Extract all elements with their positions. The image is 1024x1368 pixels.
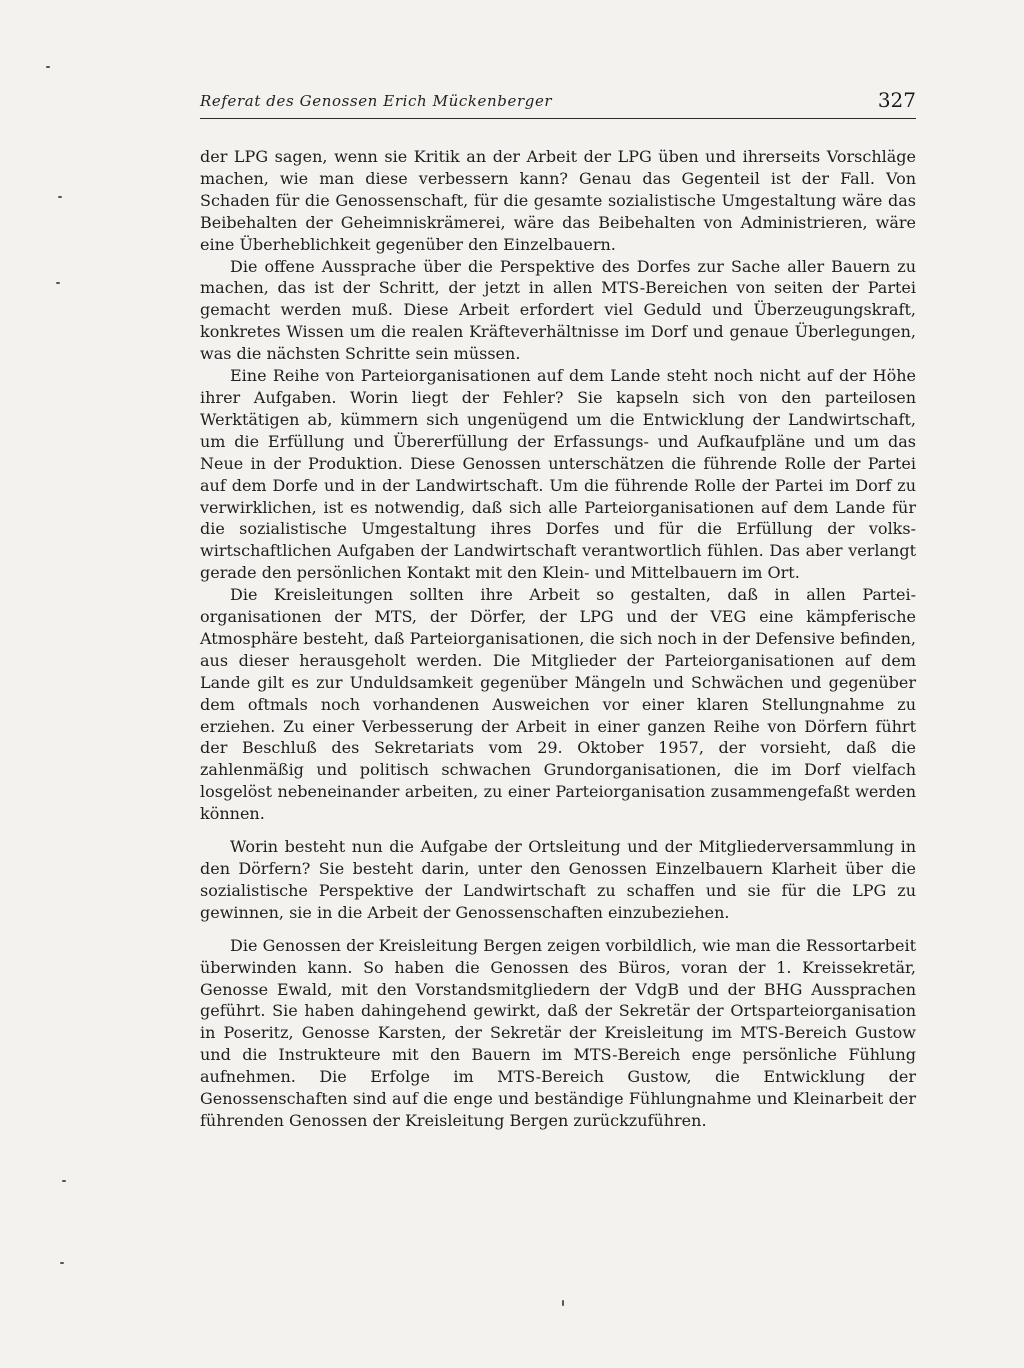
paragraph-2: Die offene Aussprache über die Perspektive des Dorfes zur Sache aller Bauern zu machen, das ist der Schritt, der jetzt in allen MTS-Bereichen von seiten der Partei gemacht werden muß. Diese Arbeit erfordert viel Geduld und Überzeugungskraft, konkretes Wissen um die realen Kräfteverhältnisse im Dorf und genaue Überlegungen, was die nächsten Schritte sein müssen. [200, 256, 916, 364]
page-number: 327 [877, 88, 916, 112]
scan-speck [56, 282, 60, 284]
scan-speck [58, 196, 62, 198]
body-text [200, 146, 916, 1132]
paragraph-5: Worin besteht nun die Aufgabe der Ortsleitung und der Mitgliederversammlung in den Dörfern? Sie besteht darin, unter den Genossen Einzelbauern Klarheit über die sozialistische Perspektive der Landwirtschaft zu schaffen und sie für die LPG zu gewinnen, sie in die Arbeit der Genossenschaften einzubeziehen. [200, 837, 916, 922]
running-header [200, 88, 916, 119]
running-title: Referat des Genossen Erich Mückenberger [200, 92, 553, 110]
paragraph-3: Eine Reihe von Parteiorganisationen auf dem Lande steht noch nicht auf der Höhe ihrer Aufgaben. Worin liegt der Fehler? Sie kapseln sich von den parteilosen Werktätigen ab, kümmern sich ungenügend um die Entwicklung der Landwirtschaft, um die Erfüllung und Übererfüllung der Erfassungs- und Aufkaufpläne und um das Neue in der Produktion. Diese Genossen unterschätzen die führende Rolle der Partei auf dem Dorfe und in der Landwirtschaft. Um die führende Rolle der Partei im Dorf zu verwirklichen, ist es notwendig, daß sich alle Parteiorganisationen auf dem Lande für die sozialistische Umgestaltung ihres Dorfes und für die Erfüllung der volkswirtschaftlichen Aufgaben der Landwirtschaft verantwortlich fühlen. Das aber verlangt gerade den persönlichen Kontakt mit den Klein- und Mittelbauern im Ort. [200, 366, 916, 583]
paragraph-4: Die Kreisleitungen sollten ihre Arbeit so gestalten, daß in allen Parteiorganisationen der MTS, der Dörfer, der LPG und der VEG eine kämpferische Atmosphäre besteht, daß Parteiorganisationen, die sich noch in der Defensive befinden, aus dieser herausgeholt werden. Die Mitglieder der Parteiorganisationen auf dem Lande gilt es zur Unduldsamkeit gegenüber Mängeln und Schwächen und gegenüber dem oftmals noch vorhandenen Ausweichen vor einer klaren Stellungnahme zu erziehen. Zu einer Verbesserung der Arbeit in einer ganzen Reihe von Dörfern führt der Beschluß des Sekretariats vom 29. Oktober 1957, der vorsieht, daß die zahlenmäßig und politisch schwachen Grundorganisationen, die im Dorf vielfach losgelöst nebeneinander arbeiten, zu einer Parteiorganisation zusammengefaßt werden können. [200, 585, 916, 824]
scan-speck [62, 1180, 66, 1182]
scan-speck [46, 66, 50, 68]
paragraph-1: der LPG sagen, wenn sie Kritik an der Arbeit der LPG üben und ihrerseits Vorschläge machen, wie man diese verbessern kann? Genau das Gegenteil ist der Fall. Von Schaden für die Genossenschaft, für die gesamte sozialistische Umgestaltung wäre das Beibehalten der Geheimniskrämerei, wäre das Beibehalten von Administrieren, wäre eine Überheblichkeit gegenüber den Einzelbauern. [200, 147, 916, 254]
scan-speck [60, 1262, 64, 1264]
scan-speck [562, 1300, 564, 1306]
paragraph-6: Die Genossen der Kreisleitung Bergen zeigen vorbildlich, wie man die Ressortarbeit überwinden kann. So haben die Genossen des Büros, voran der 1. Kreissekretär, Genosse Ewald, mit den Vorstandsmitgliedern der VdgB und der BHG Aussprachen geführt. Sie haben dahingehend gewirkt, daß der Sekretär der Ortsparteiorganisation in Poseritz, Genosse Karsten, der Sekretär der Kreisleitung im MTS-Bereich Gustow und die Instrukteure mit den Bauern im MTS-Bereich enge persönliche Fühlung aufnehmen. Die Erfolge im MTS-Bereich Gustow, die Entwicklung der Genossenschaften sind auf die enge und beständige Fühlungnahme und Kleinarbeit der führenden Genossen der Kreisleitung Bergen zurückzuführen. [200, 935, 916, 1130]
